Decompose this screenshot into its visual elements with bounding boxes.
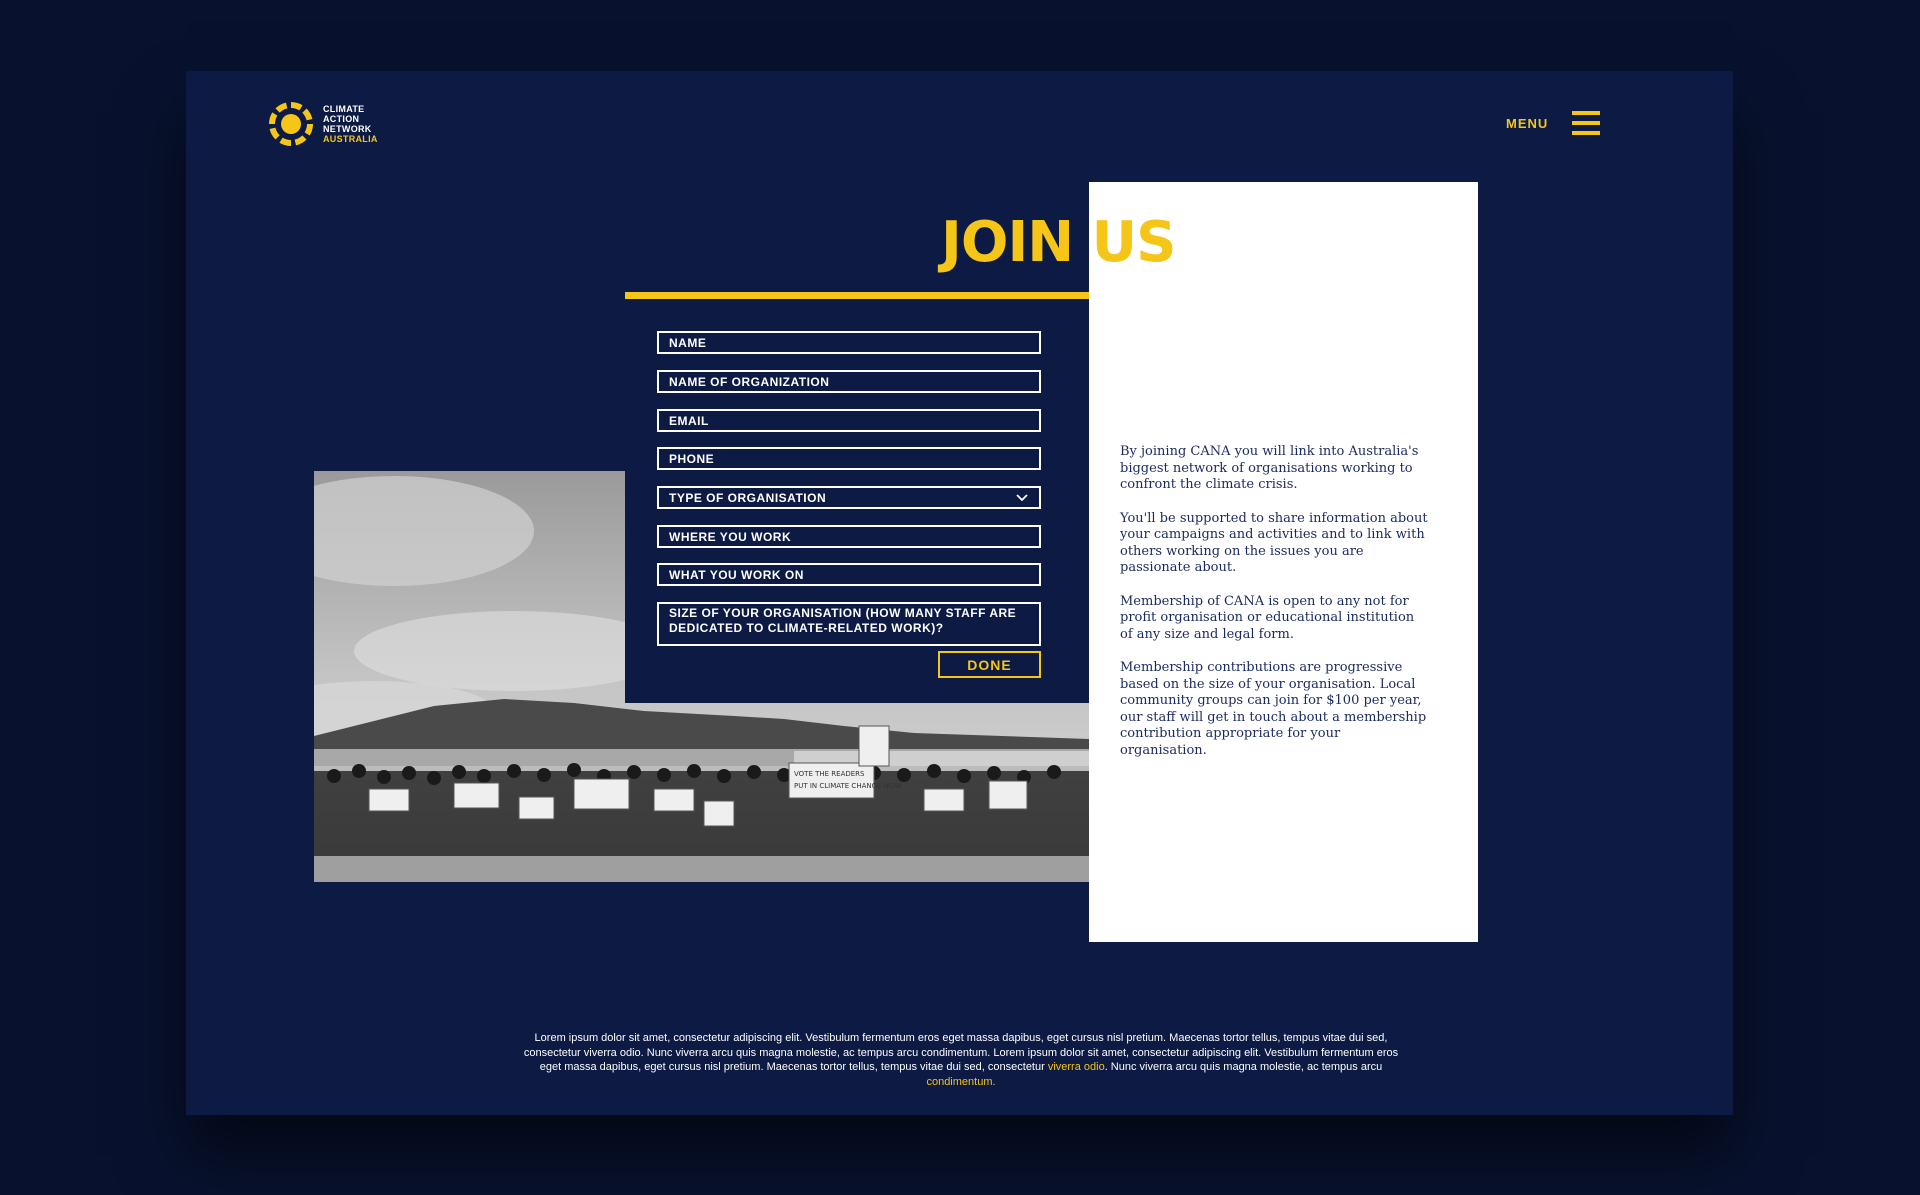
done-button[interactable]: DONE bbox=[938, 651, 1041, 678]
footer-link[interactable]: condimentum. bbox=[926, 1075, 996, 1088]
logo-subline: AUSTRALIA bbox=[323, 134, 378, 144]
info-text bbox=[1120, 444, 1430, 776]
title-underline bbox=[625, 292, 1091, 299]
footer-body: Lorem ipsum dolor sit amet, consectetur adipiscing elit. Vestibulum fermentum eros eget massa dapibus, eget cursus nisl pretium. Maecenas tortor tellus, tempus vitae dui sed, consectetur viverra odio. Nunc viverra arcu quis magna molestie, ac tempus arcu condimentum. Lorem ipsum dolor sit amet, consectetur adipiscing elit. Vestibulum fermentum eros eget massa dapibus, eget cursus nisl pretium. Maecenas tortor tellus, tempus vitae dui sed, consectetur bbox=[523, 1032, 1399, 1073]
field-label: NAME bbox=[669, 336, 707, 350]
info-paragraph: Membership of CANA is open to any not for profit organisation or educational institution of any size and legal form. bbox=[1120, 593, 1415, 642]
menu-button[interactable] bbox=[1506, 111, 1600, 135]
field-label: SIZE OF YOUR ORGANISATION (HOW MANY STAFF ARE DEDICATED TO CLIMATE-RELATED WORK)? bbox=[669, 606, 1017, 635]
page-title: JOIN US bbox=[941, 210, 1176, 275]
footer-body: . Nunc viverra arcu quis magna molestie, ac tempus arcu bbox=[1104, 1061, 1383, 1073]
chevron-down-icon bbox=[1015, 491, 1029, 503]
photo-sign-text: PUT IN CLIMATE CHANGE NOW bbox=[794, 782, 902, 790]
hamburger-icon bbox=[1572, 111, 1600, 135]
field-label: WHERE YOU WORK bbox=[669, 530, 792, 544]
name-field[interactable] bbox=[657, 331, 1041, 354]
menu-label: MENU bbox=[1506, 115, 1549, 131]
photo-sign-text: VOTE THE READERS bbox=[794, 770, 865, 778]
logo-line: NETWORK bbox=[323, 124, 372, 134]
logo-line: ACTION bbox=[323, 114, 360, 124]
info-paragraph: By joining CANA you will link into Australia's biggest network of organisations working to confront the climate crisis. bbox=[1120, 444, 1419, 492]
field-label: WHAT YOU WORK ON bbox=[669, 568, 804, 582]
info-paragraph: Membership contributions are progressive based on the size of your organisation. Local community groups can join for $100 per year, our staff will get in touch about a membership contribution appropriate for your organisation. bbox=[1120, 660, 1427, 758]
info-card bbox=[1089, 182, 1478, 942]
organisation-size-field[interactable] bbox=[657, 602, 1041, 646]
logo-line: CLIMATE bbox=[323, 104, 365, 114]
field-label: NAME OF ORGANIZATION bbox=[669, 375, 830, 389]
field-label: TYPE OF ORGANISATION bbox=[669, 491, 827, 505]
join-form bbox=[625, 299, 1089, 703]
info-paragraph: You'll be supported to share information about your campaigns and activities and to link with others working on the issues you are passionate about. bbox=[1120, 510, 1428, 575]
organisation-type-select[interactable] bbox=[657, 486, 1041, 509]
logo-text bbox=[323, 104, 378, 144]
footer-text bbox=[516, 1031, 1406, 1089]
field-label: EMAIL bbox=[669, 414, 709, 428]
field-label: PHONE bbox=[669, 452, 715, 466]
organization-name-field[interactable] bbox=[657, 370, 1041, 393]
phone-field[interactable] bbox=[657, 447, 1041, 470]
work-focus-field[interactable] bbox=[657, 563, 1041, 586]
footer-link[interactable]: viverra odio bbox=[1047, 1061, 1105, 1073]
work-location-field[interactable] bbox=[657, 525, 1041, 548]
sun-logo-icon bbox=[268, 101, 314, 147]
logo[interactable] bbox=[268, 101, 378, 147]
email-field[interactable] bbox=[657, 409, 1041, 432]
page-frame bbox=[186, 71, 1733, 1115]
